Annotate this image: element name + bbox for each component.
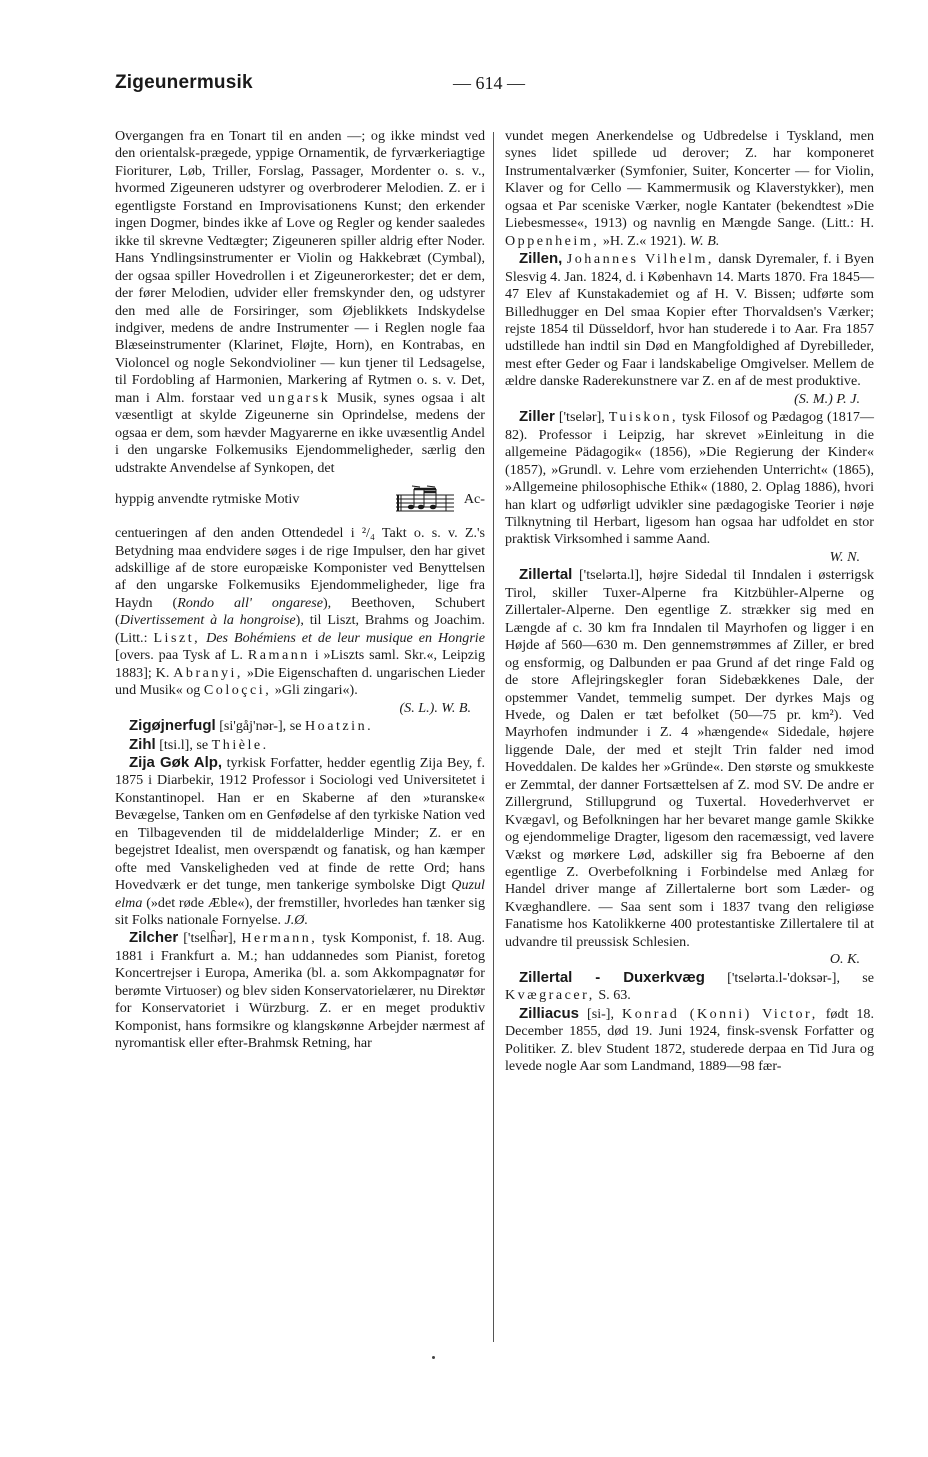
zigeunermusik-continuation: Overgangen fra en Tonart til en anden —; og ikke mindst ved den orientalsk-prægede, yppige Ornamentik, de fyrværkeriagtige Fioriturer, Løb, Triller, Forslag, Passager, Mordenter o. s. v., hvormed Zigeuneren udstyrer og overbroderer Melodien. Z. er i egentligste Forstand en Improvisationens Kunst; den erkender ingen Dogmer, bindes ikke af Love og Regler og kender saaledes ikke til skrevne Vedtægter; Zigeuneren spiller aldrig efter Noder. Hans Yndlingsinstrumenter er Violin og Hakkebræt (Cymbal), der ogsaa spiller Hovedrollen i et Zigeunerorkester; det er dem, der fører Melodien, udvider eller fremskynder den, og udstyrer den med alle de Forsiringer, som Øjeblikkets Indskydelse indgiver, medens de andre Instrumenter — i Reglen nogle faa Blæseinstrumenter (Klarinet, Fløjte, Horn), en Kontrabas, en Violoncel og nogle Sekondvioliner — kun tjener til Ledsagelse, til Fordobling af Harmonien, Markering af Rytmen o. s. v. Det, man i Alm. forstaar ved ungarsk Musik, synes ogsaa i alt væsentligt at skylde Zigeunerne sin Oprindelse, medens der ogsaa er dem, som hævder Magyarerne en ikke uvæsentlig Andel i den ungarske Folkemusiks Ejendommeligheder, særlig den udstrakte Anvendelse af Synkopen, det <box>115 128 486 476</box>
running-headword: Zigeunermusik <box>115 72 253 93</box>
page-speck <box>432 1356 435 1359</box>
column-divider <box>493 132 494 1342</box>
entry-zilcher: Zilcher ['tselĥər], Hermann, tysk Komponist, f. 18. Aug. 1881 i Frankfurt a. M.; han uddannedes som Pianist, foretog Koncertrejser i Europa, Amerika (bl. a. som Akkompagnatør for berømte Virtuoser) og blev siden Konservatorielærer, nu Direktør for Konservatoriet i Würzburg. Z. er en meget produktiv Komponist, hans formsikre og klangskønne Arbejder nærmest af nyromantisk eller efter-Brahmsk Retning, har <box>115 929 485 1052</box>
left-column <box>115 128 485 1053</box>
page-number: — 614 — <box>453 73 525 93</box>
entry-zillertal-duxerkvaeg: Zillertal - Duxerkvæg ['tselərta.l-'doksər-], se Kvægracer, S. 63. <box>505 968 874 1004</box>
entry-zija-gok-alp: Zija Gøk Alp, tyrkisk Forfatter, hedder egentlig Zija Bey, f. 1875 i Diarbekir, 1912 Professor i Sociologi ved Universitetet i Konstantinopel. Han er en Skaberne af den »turanske« Bevægelse, Tanken om en Genfødelse af den tyrkiske Nation ved en Tilbagevenden til de middelalderlige Minder; Z. er en begejstret Idealist, men overspændt og fanatisk, og han kæmper ofte med Vanskeligheden ved at finde de rette Ord; hans Hovedværk er det tunge, men tankerige symbolske Digt Quzul elma (»det røde Æble«), der fremstiller, hvorledes han tænker sig sit Folks nationale Fornyelse. J.Ø. <box>115 753 486 929</box>
page-header <box>115 72 815 98</box>
entry-ziller: Ziller ['tselər], Tuiskon, tysk Filosof og Pædagog (1817—82). Professor i Leipzig, har skrevet »Einleitung in die allgemeine Pädagogik« (1856), »Die Regierung der Kinder« (1857), »Grundl. v. Lehre vom erziehenden Unterricht« (1865), »Allgemeine philosophische Ethik« (1880, 2. Oplag 1886), hvori han klart og udførligt udvikler sine pædagogiske Teorier i nøje Tilknytning til Herbart, ligesom han ogsaa har udfoldet en stor praktisk Virksomhed i samme Aand. <box>505 408 875 548</box>
rhythmic-motif-line: hyppig anvendte rytmiske Motiv Ac- <box>115 485 485 515</box>
signature: O. K. <box>829 951 860 968</box>
signature: (S. L.). W. B. <box>399 699 471 716</box>
zigeunermusik-impulses: centueringen af den anden Ottendedel i ²/₄ Takt o. s. v. Z.'s Betydning maa endvidere søges i de rige Impulser, den har givet adskillige af de store europæiske Komponister ved Benyttelsen af den ungarske Folkemusiks Ejendommeligheder, lige fra Haydn (Rondo all' ongarese), Beethoven, Schubert (Divertissement à la hongroise), til Liszt, Brahms og Joachim. (Litt.: Liszt, Des Bohémiens et de leur musique en Hongrie [overs. paa Tysk af L. Ramann i »Liszts saml. Skr.«, Leipzig 1883]; K. Abranyi, »Die Eigenschaften d. ungarischen Lieder und Musik« og Coloçci, »Gli zingari«). <box>115 525 486 699</box>
signature: W. N. <box>829 548 860 565</box>
entry-zigojnerfugl: Zigøjnerfugl [si'gåj'nər-], se Hoatzin. <box>129 717 374 735</box>
entry-zilliacus: Zilliacus [si-], Konrad (Konni) Victor, født 18. December 1855, død 19. Juni 1924, finsk-svensk Forfatter og Politiker. Z. blev Student 1872, studerede derpaa en Tid Jura og levede nogle Aar som Landmand, 1889—98 fær- <box>505 1004 874 1075</box>
entry-zihl: Zihl [tsi.l], se Thièle. <box>129 735 269 753</box>
entry-zillen: Zillen, Johannes Vilhelm, dansk Dyremaler, f. i Byen Slesvig 4. Jan. 1824, d. i København 14. Marts 1870. Fra 1845—47 Elev af Kunstakademiet og af H. V. Bissen; udførte som Billedhugger en Del smaa Kopier efter Thorvaldsen's Værker; rejste 1854 til Düsseldorf, hvor han studerede i to Aar. Fra 1857 udstillede han indtil sin Død en Mangfoldighed af Dyrebilleder, mest efter Geder og Faar i landskabelige Omgivelser. Mellem de ældre danske Raderekunstnere var Z. en af de mest produktive. <box>505 250 875 390</box>
signature: (S. M.) P. J. <box>794 390 860 407</box>
entry-zillertal: Zillertal ['tselərta.l], højre Sidedal til Inndalen i østerrigsk Tirol, skiller Tuxer-Alperne fra Kitzbühler-Alperne og Zillertaler-Alperne. Den egentlige Z. strækker sig med en Længde af c. 30 km fra Inndalen til Mayrhofen og ligger i en Højde af 560—630 m. Den gennemstrømmes af Ziller, er bred og ensformig, og Dalbunden er paa Grund af det ringe Fald og de store Aflejringskegler foran Sidebækkenes Dale, der opstemmer Vandet, temmelig sumpet. Der dyrkes Majs og Hvede, og Dalen er tæt befolket (50—75 pr. km²). Ved Mayrhofen indmunder i Z. 4 »hængende« Sidedale, højere liggende Dale, der med et stejlt Trin falder ned imod Hoveddalen. De kaldes her »Gründe«. Den største og smukkeste er Zemmtal, der danner Fortsættelsen af Z. mod SV. De andre er Zillergrund, Stillupgrund og Tuxertal. Hovederhvervet er Kvægavl, og Befolkningen har her bevaret mange gamle Skikke og ejendommelige Dragter, ligesom den racemæssigt, ved lavere Vækst og mørkere Lød, adskiller sig fra Beboerne af den egentlige Z. Overbefolkning i Forbindelse med Anlæg for Handel driver mange af Zillertalerne bort som Læder- og Kvæghandlere. — Saa sent som i 1837 tvang den religiøse Fanatisme hos Katolikkerne 400 protestantiske Zillertalere til at udvandre til preussisk Schlesien. <box>505 566 874 950</box>
music-notation-icon <box>394 485 456 515</box>
zilcher-continuation: vundet megen Anerkendelse og Udbredelse i Tyskland, men synes lidet spillede ud derover; Z. har komponeret Instrumentalværker (Symfonier, Suiter, Koncerter — for Violin, Klaver og for Cello — Kammermusik og Klaverstykker), men ogsaa et Par sceniske Værker, nogle Kantater (bekendtest »Die Liebesmesse«, 1913) og navnlig en Mængde Sange. (Litt.: H. Oppenheim, »H. Z.« 1921). W. B. <box>505 128 874 249</box>
right-column <box>505 128 874 1075</box>
